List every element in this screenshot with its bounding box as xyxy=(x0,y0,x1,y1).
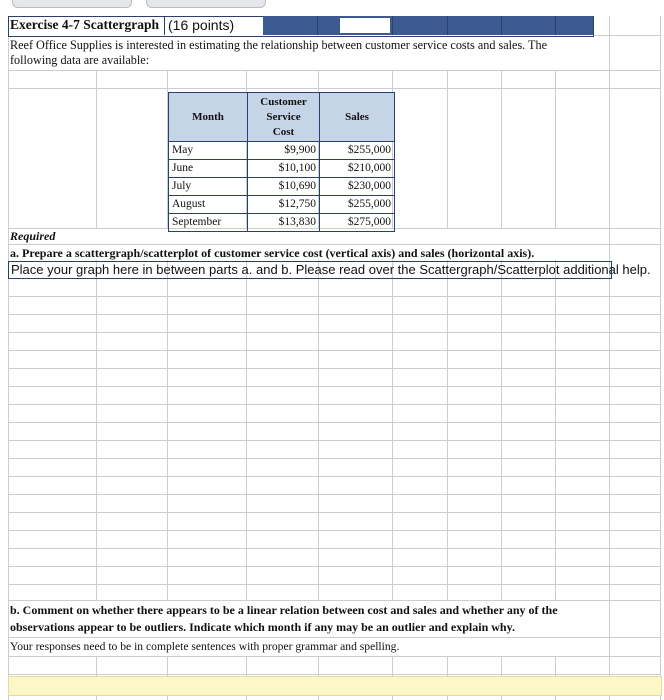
col-header-cost xyxy=(248,93,320,142)
data-table xyxy=(168,92,395,232)
table-row xyxy=(169,214,395,232)
header-color-cell[interactable] xyxy=(447,16,502,35)
grid-row-line xyxy=(8,476,660,477)
grid-row-line xyxy=(8,530,660,531)
part-b-instruction: b. Comment on whether there appears to be a linear relation between cost and sales and whether any of the observations appear to be outliers. Indicate which month if any may be an outlier and explain why. xyxy=(10,603,558,634)
cost-cell[interactable]: $12,750 xyxy=(248,196,320,214)
cost-cell[interactable]: $9,900 xyxy=(248,142,320,160)
cost-header-line-3: Cost xyxy=(272,125,295,138)
grid-col-line xyxy=(8,16,9,700)
grid-col-line xyxy=(660,16,661,700)
cost-cell[interactable]: $13,830 xyxy=(248,214,320,232)
sales-cell[interactable]: $255,000 xyxy=(320,142,395,160)
cost-cell[interactable]: $10,690 xyxy=(248,178,320,196)
month-cell[interactable]: June xyxy=(169,160,248,178)
table-row xyxy=(169,178,395,196)
grid-row-line xyxy=(8,674,660,675)
header-color-cell[interactable] xyxy=(392,16,447,35)
answer-input-cell[interactable] xyxy=(8,676,662,696)
col-header-month: Month xyxy=(169,93,248,142)
grid-row-line xyxy=(8,88,660,89)
points-label: (16 points) xyxy=(168,17,235,33)
grid-row-line xyxy=(8,296,660,297)
graph-placement-cell[interactable]: Place your graph here in between parts a. and b. Please read over the Scattergraph/Scatterplot additional help. xyxy=(8,261,612,279)
grid-row-line xyxy=(8,404,660,405)
sales-cell[interactable]: $230,000 xyxy=(320,178,395,196)
grid-row-line xyxy=(8,656,660,657)
sales-cell[interactable]: $210,000 xyxy=(320,160,395,178)
grid-row-line xyxy=(8,422,660,423)
cost-header-line-2: Service xyxy=(266,110,301,123)
grid-col-line xyxy=(609,16,610,700)
grid-row-line xyxy=(8,494,660,495)
grid-row-line xyxy=(8,386,660,387)
grid-row-line xyxy=(8,368,660,369)
sales-cell[interactable]: $275,000 xyxy=(320,214,395,232)
table-row xyxy=(169,160,395,178)
month-cell[interactable]: May xyxy=(169,142,248,160)
month-cell[interactable]: July xyxy=(169,178,248,196)
intro-text: Reef Office Supplies is interested in estimating the relationship between customer service costs and sales. The following data are available: xyxy=(10,38,548,67)
cost-header-line-1: Customer xyxy=(260,95,307,108)
grid-row-line xyxy=(8,314,660,315)
header-color-cell[interactable] xyxy=(262,16,317,35)
part-a-instruction: a. Prepare a scattergraph/scatterplot of customer service cost (vertical axis) and sales (horizontal axis). xyxy=(10,246,535,260)
cost-cell[interactable]: $10,100 xyxy=(248,160,320,178)
top-tab-2[interactable] xyxy=(146,0,266,8)
grid-row-line xyxy=(8,566,660,567)
top-tab-1[interactable] xyxy=(12,0,132,8)
header-selected-cell[interactable] xyxy=(338,16,392,35)
grid-row-line xyxy=(8,458,660,459)
table-row xyxy=(169,196,395,214)
grid-row-line xyxy=(8,440,660,441)
table-row xyxy=(169,142,395,160)
grid-row-line xyxy=(8,584,660,585)
grid-row-line xyxy=(8,332,660,333)
exercise-title: Exercise 4-7 Scattergraph xyxy=(10,17,159,32)
header-color-cell[interactable] xyxy=(555,16,593,35)
grid-row-line xyxy=(8,70,660,71)
month-cell[interactable]: September xyxy=(169,214,248,232)
header-color-cell[interactable] xyxy=(501,16,556,35)
sales-cell[interactable]: $255,000 xyxy=(320,196,395,214)
grid-row-line xyxy=(8,512,660,513)
response-instruction: Your responses need to be in complete sentences with proper grammar and spelling. xyxy=(10,640,400,653)
grid-row-line xyxy=(8,548,660,549)
month-cell[interactable]: August xyxy=(169,196,248,214)
grid-row-line xyxy=(8,350,660,351)
col-header-sales: Sales xyxy=(320,93,395,142)
required-label: Required xyxy=(10,229,56,243)
